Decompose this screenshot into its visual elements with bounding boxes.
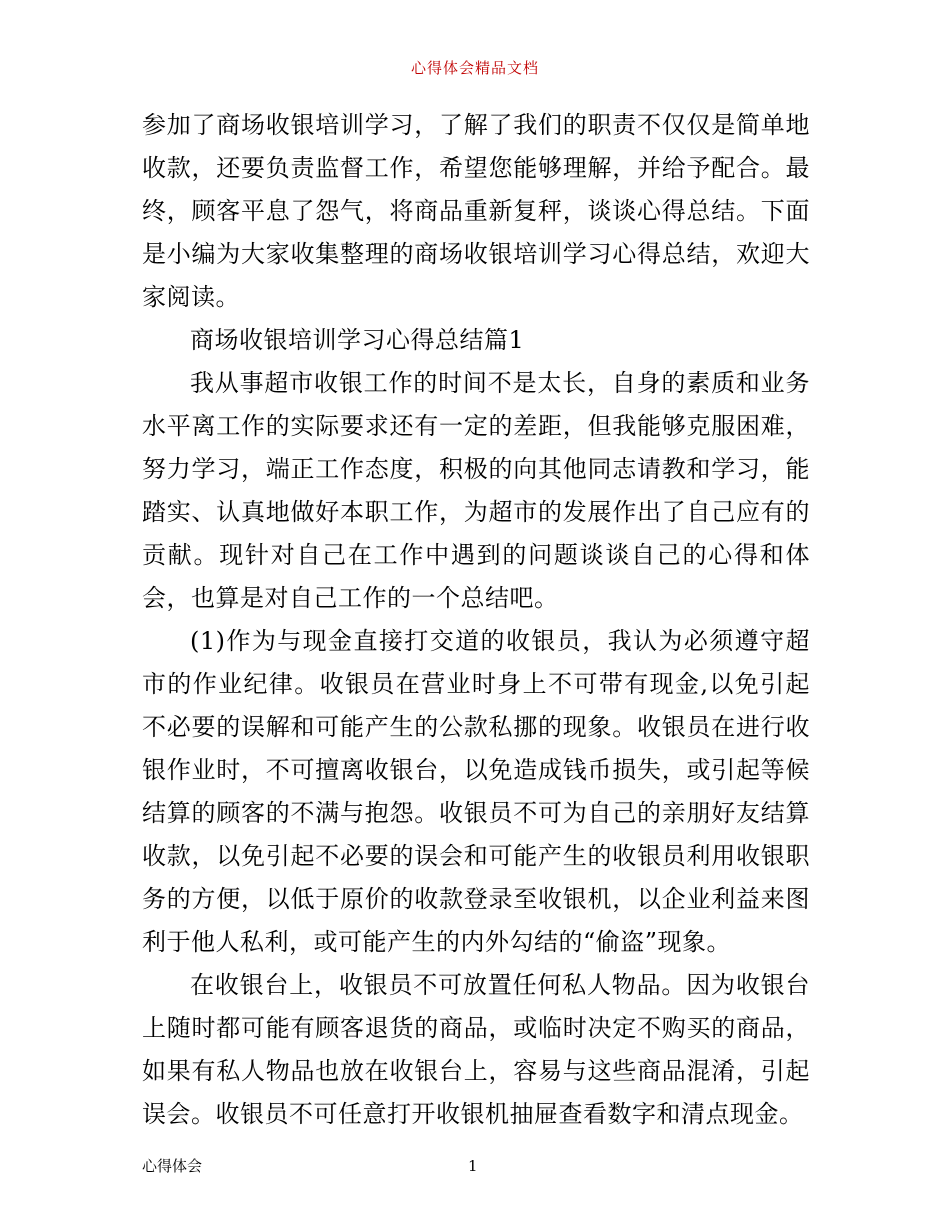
document-body	[142, 104, 810, 1136]
footer-label: 心得体会	[142, 1157, 203, 1175]
header-title: 心得体会精品文档	[410, 59, 539, 77]
paragraph-point-1: (1)作为与现金直接打交道的收银员，我认为必须遵守超市的作业纪律。收银员在营业时身上不可带有现金,以免引起不必要的误解和可能产生的公款私挪的现象。收银员在进行收银作业时，不可擅离收银台，以免造成钱币损失，或引起等候结算的顾客的不满与抱怨。收银员不可为自己的亲朋好友结算收款，以免引起不必要的误会和可能产生的收银员利用收银职务的方便，以低于原价的收款登录至收银机，以企业利益来图利于他人私利，或可能产生的内外勾结的“偷盗”现象。	[142, 627, 810, 956]
paragraph-counter-rules: 在收银台上，收银员不可放置任何私人物品。因为收银台上随时都可能有顾客退货的商品，或临时决定不购买的商品，如果有私人物品也放在收银台上，容易与这些商品混淆，引起误会。收银员不可任意打开收银机抽屉查看数字和清点现金。	[142, 971, 810, 1128]
paragraph-overview: 我从事超市收银工作的时间不是太长，自身的素质和业务水平离工作的实际要求还有一定的差距，但我能够克服困难，努力学习，端正工作态度，积极的向其他同志请教和学习，能踏实、认真地做好本职工作，为超市的发展作出了自己应有的贡献。现针对自己在工作中遇到的问题谈谈自己的心得和体会，也算是对自己工作的一个总结吧。	[142, 369, 810, 612]
section-heading: 商场收银培训学习心得总结篇1	[190, 326, 525, 354]
paragraph-intro: 参加了商场收银培训学习，了解了我们的职责不仅仅是简单地收款，还要负责监督工作，希望您能够理解，并给予配合。最终，顾客平息了怨气，将商品重新复秤，谈谈心得总结。下面是小编为大家收集整理的商场收银培训学习心得总结，欢迎大家阅读。	[142, 111, 810, 311]
page-number: 1	[468, 1157, 478, 1175]
